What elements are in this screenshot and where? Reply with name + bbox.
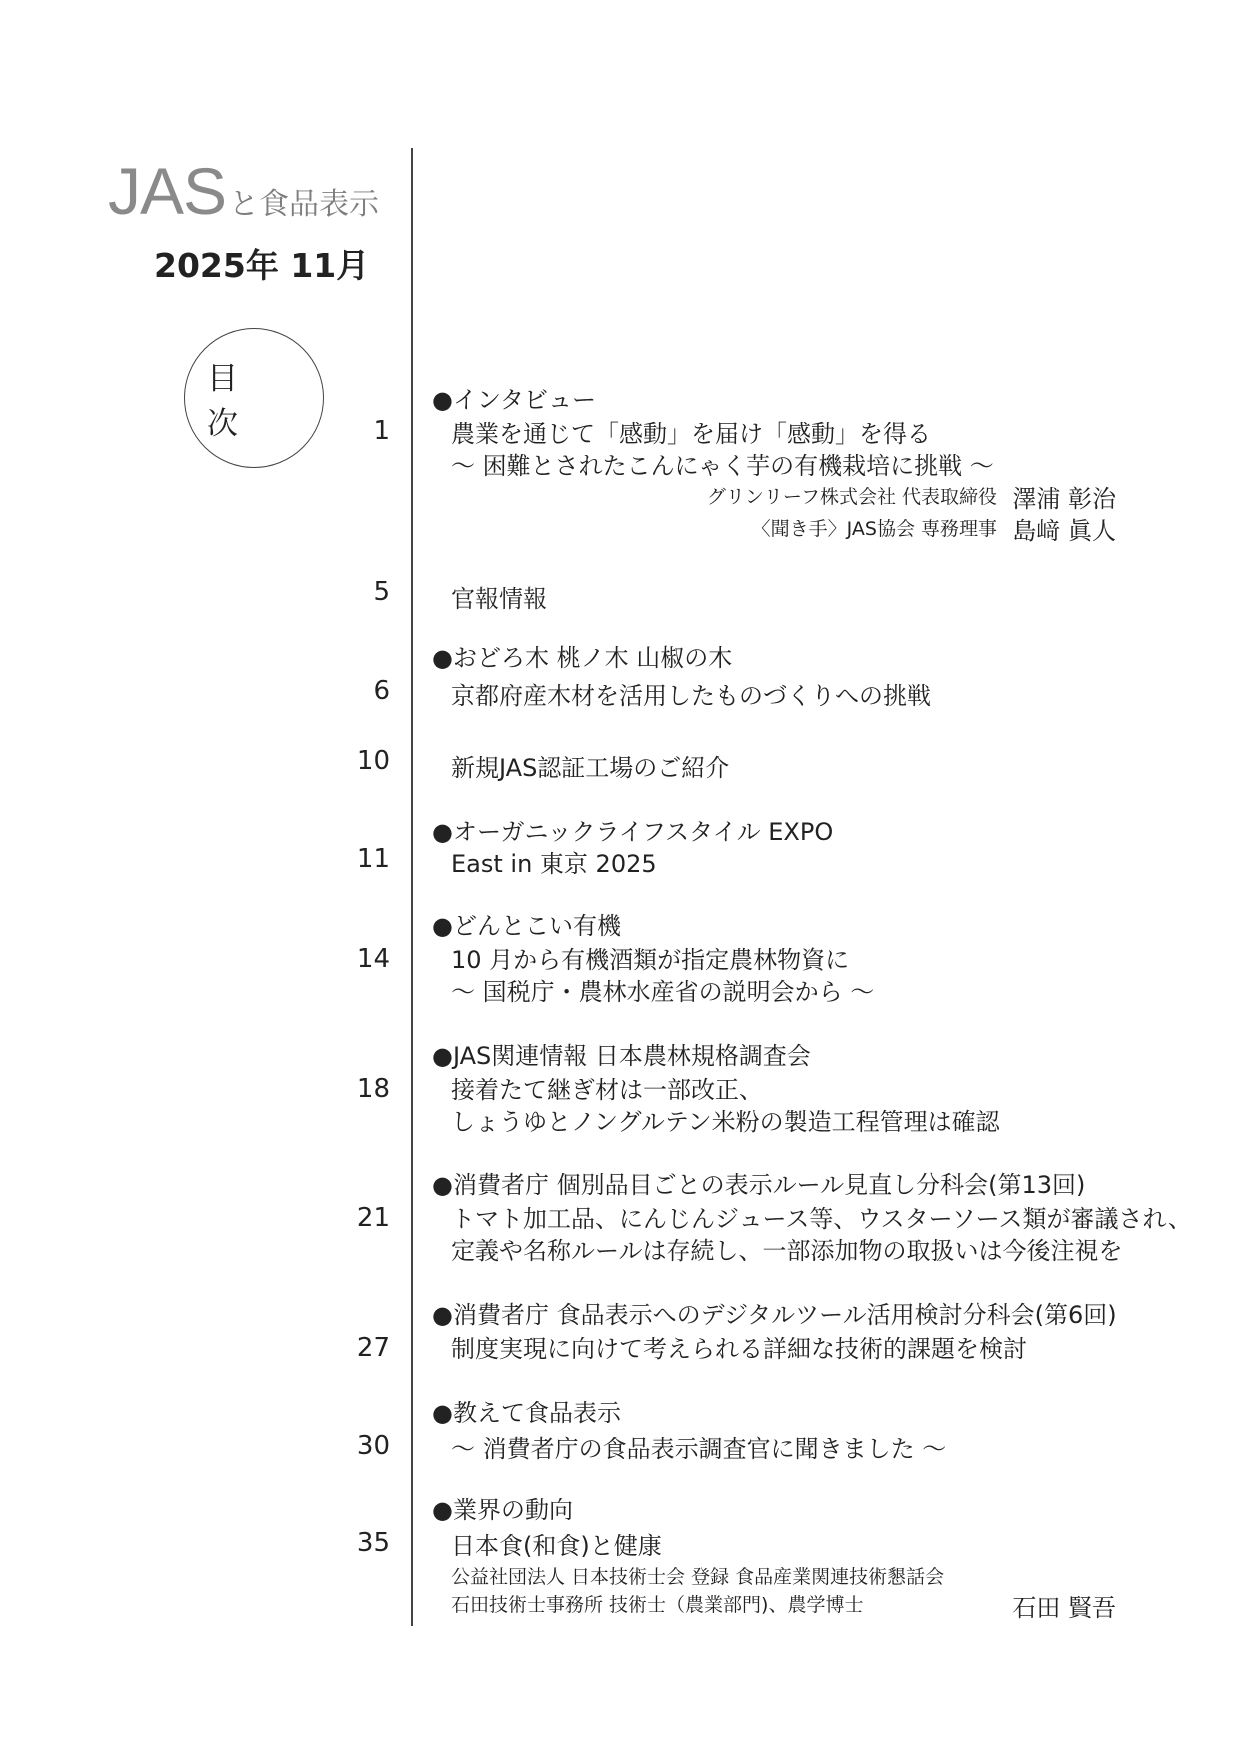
toc-title-circle: 目 次 <box>184 328 324 468</box>
credit-role: グリンリーフ株式会社 代表取締役 <box>706 486 997 508</box>
author-affiliation: 石田技術士事務所 技術士（農業部門)、農学博士 <box>451 1594 864 1616</box>
entry-subtitle: 定義や名称ルールは存続し、一部添加物の取扱いは今後注視を <box>451 1237 1123 1265</box>
entry-heading: ●オーガニックライフスタイル EXPO <box>432 818 834 846</box>
author-name: 石田 賢吾 <box>1012 1594 1116 1622</box>
entry-title: 制度実現に向けて考えられる詳細な技術的課題を検討 <box>451 1335 1027 1363</box>
magazine-logo <box>108 154 380 228</box>
entry-heading: ●JAS関連情報 日本農林規格調査会 <box>432 1042 811 1070</box>
entry-subtitle: ～ 困難とされたこんにゃく芋の有機栽培に挑戦 ～ <box>451 452 994 480</box>
credit-name: 澤浦 彰治 <box>1012 485 1116 513</box>
logo-jas: JAS <box>108 154 227 228</box>
page-number: 30 <box>356 1431 390 1461</box>
logo-subtitle: と食品表示 <box>229 187 380 222</box>
page-number: 14 <box>356 944 390 974</box>
page-number: 35 <box>356 1528 390 1558</box>
entry-title: トマト加工品、にんじんジュース等、ウスターソース類が審議され、 <box>451 1205 1192 1233</box>
page-number: 11 <box>356 844 390 874</box>
entry-title: 京都府産木材を活用したものづくりへの挑戦 <box>451 682 931 710</box>
credit-name: 島﨑 眞人 <box>1012 517 1116 545</box>
page-number: 1 <box>373 416 390 446</box>
entry-subtitle: しょうゆとノングルテン米粉の製造工程管理は確認 <box>451 1108 1000 1136</box>
page-number: 6 <box>373 676 390 706</box>
page-number: 18 <box>356 1074 390 1104</box>
page-number: 27 <box>356 1333 390 1363</box>
entry-heading: ●消費者庁 個別品目ごとの表示ルール見直し分科会(第13回) <box>432 1171 1086 1199</box>
page-number: 5 <box>373 577 390 607</box>
issue-date: 2025年 11月 <box>154 246 370 285</box>
entry-title: 官報情報 <box>451 585 547 613</box>
page-number: 10 <box>356 746 390 776</box>
entry-title: ～ 消費者庁の食品表示調査官に聞きました ～ <box>451 1435 947 1463</box>
entry-title: 10 月から有機酒類が指定農林物資に <box>451 946 850 974</box>
vertical-divider <box>411 148 413 1626</box>
entry-heading: ●消費者庁 食品表示へのデジタルツール活用検討分科会(第6回) <box>432 1301 1117 1329</box>
entry-title: 新規JAS認証工場のご紹介 <box>451 754 730 782</box>
page-number: 21 <box>356 1203 390 1233</box>
entry-title: 接着たて継ぎ材は一部改正、 <box>451 1076 763 1104</box>
entry-heading: ●インタビュー <box>432 386 596 414</box>
entry-heading: ●教えて食品表示 <box>432 1399 621 1427</box>
entry-subtitle: ～ 国税庁・農林水産省の説明会から ～ <box>451 978 875 1006</box>
entry-heading: ●おどろ木 桃ノ木 山椒の木 <box>432 644 733 672</box>
author-affiliation: 公益社団法人 日本技術士会 登録 食品産業関連技術懇話会 <box>451 1566 945 1588</box>
entry-title: 農業を通じて「感動」を届け「感動」を得る <box>451 420 931 448</box>
credit-role: 〈聞き手〉JAS協会 専務理事 <box>751 518 997 540</box>
entry-title: 日本食(和食)と健康 <box>451 1532 662 1560</box>
entry-heading: ●業界の動向 <box>432 1496 573 1524</box>
entry-heading: ●どんとこい有機 <box>432 912 621 940</box>
entry-title: East in 東京 2025 <box>451 850 657 878</box>
